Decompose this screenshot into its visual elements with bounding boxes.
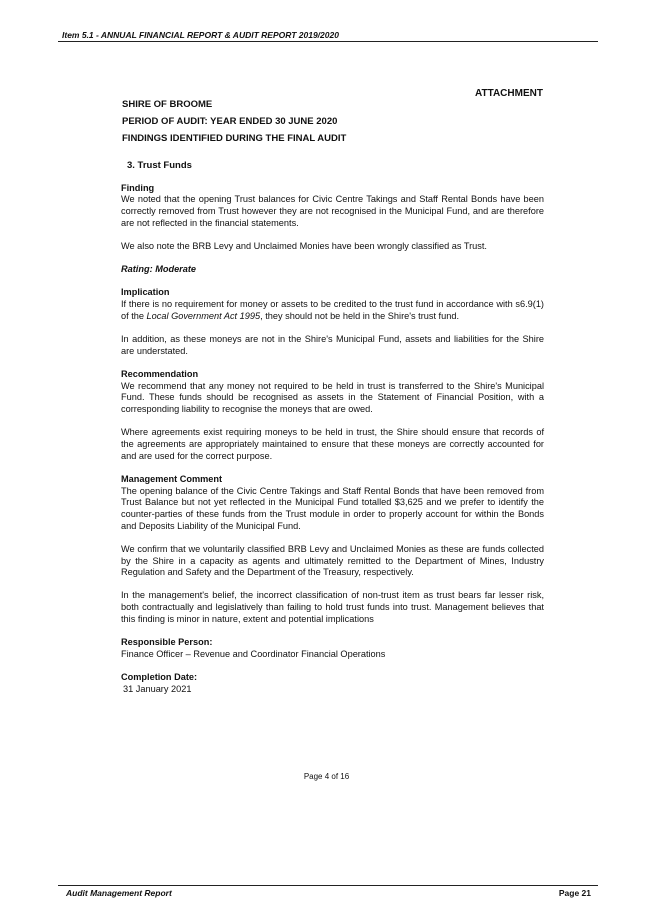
management-paragraph-2: We confirm that we voluntarily classified BRB Levy and Unclaimed Monies as these are funds collected by the Shire in a capacity as agents and ultimately remitted to the Department of Mines, Industry Regulation and Safety and the Department of the Treasury, respectively. [121,543,544,578]
footer-report-title: Audit Management Report [66,888,172,898]
management-paragraph-3: In the management's belief, the incorrect classification of non-trust item as trust bears far lesser risk, both contractually and legislatively than failing to hold trust funds into trust. Management believes that this finding is minor in nature, extent and potential implications [121,590,544,624]
finding-paragraph-1: We noted that the opening Trust balances for Civic Centre Takings and Staff Rental Bonds have been correctly removed from Trust however they are not recognised in the Municipal Fund, and are therefore are not reflected in the financial statements. [121,194,544,228]
implication-paragraph-1 [121,299,544,322]
recommendation-paragraph-1: We recommend that any money not required to be held in trust is transferred to the Shire's Municipal Fund. These funds should be recognised as assets in the Statement of Financial Position, with a corresponding liability to recognise the moneys that are owed. [121,380,544,415]
implication-paragraph-2: In addition, as these moneys are not in the Shire's Municipal Fund, assets and liabilities for the Shire are understated. [121,334,544,356]
section-heading: 3. Trust Funds [127,160,192,171]
implication-text-b: , they should not be held in the Shire's trust fund. [260,310,459,321]
finding-heading: Finding [121,182,155,193]
act-reference: Local Government Act 1995 [146,310,261,321]
completion-heading: Completion Date: [121,672,198,682]
page-number: Page 4 of 16 [303,772,350,781]
recommendation-heading: Recommendation [121,368,199,379]
findings-title: FINDINGS IDENTIFIED DURING THE FINAL AUDIT [122,133,347,144]
finding-paragraph-2: We also note the BRB Levy and Unclaimed Monies have been wrongly classified as Trust. [121,241,487,252]
attachment-label: ATTACHMENT [475,88,543,99]
responsible-value: Finance Officer – Revenue and Coordinator Financial Operations [121,648,386,659]
responsible-heading: Responsible Person: [121,637,213,648]
management-paragraph-1: The opening balance of the Civic Centre Takings and Staff Rental Bonds that have been removed from Trust Balance but not yet reflected in the Municipal Fund totalled $3,625 and we prefer to identify the counter-parties of these funds from the Trust module in order to properly account for within the Bonds and Deposits Liability of the Municipal Fund. [121,485,544,531]
recommendation-paragraph-2: Where agreements exist requiring moneys to be held in trust, the Shire should ensure that records of the agreements are appropriately maintained to ensure that these moneys are correctly accounted for and are used for the correct purpose. [121,427,544,461]
implication-text-a: If there is no requirement for money or assets to be credited to the trust fund in accordance with s6.9(1) of the [121,299,544,321]
header-rule [58,41,598,42]
management-heading: Management Comment [121,473,223,484]
footer-rule [58,885,598,886]
period-title: PERIOD OF AUDIT: YEAR ENDED 30 JUNE 2020 [122,116,338,127]
document-header: Item 5.1 - ANNUAL FINANCIAL REPORT & AUDIT REPORT 2019/2020 [62,30,339,40]
findings-content [121,160,544,695]
rating: Rating: Moderate [121,264,197,275]
implication-heading: Implication [121,287,170,298]
footer-page: Page 21 [558,888,591,898]
completion-value: 31 January 2021 [123,683,192,694]
org-title: SHIRE OF BROOME [122,99,213,110]
